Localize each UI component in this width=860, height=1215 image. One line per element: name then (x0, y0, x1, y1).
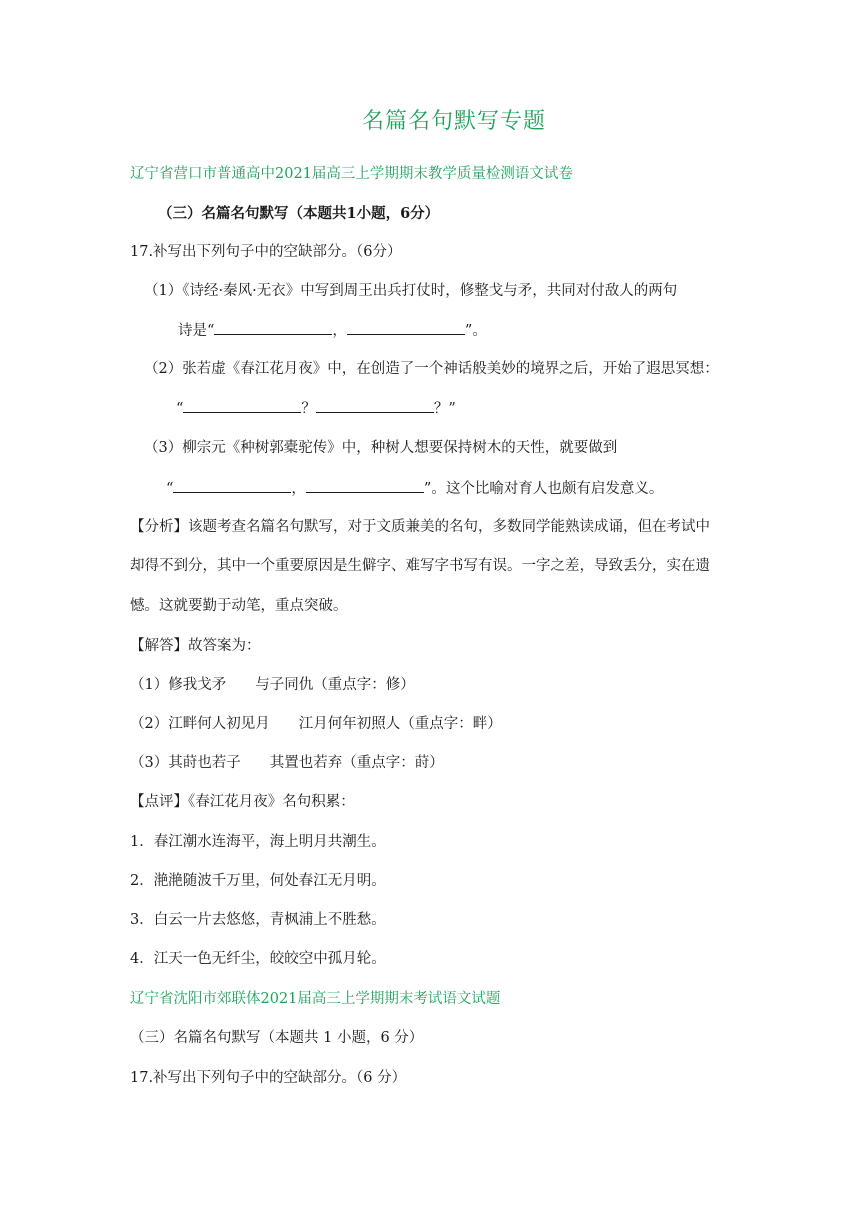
answer-blank (183, 398, 301, 413)
item-3-pre: “ (166, 481, 174, 497)
answer-blank (347, 320, 465, 335)
comment-line: 4．江天一色无纤尘，皎皎空中孤月轮。 (130, 951, 386, 967)
comment-line: 3．白云一片去悠悠，青枫浦上不胜愁。 (130, 912, 386, 928)
analysis-line: 却得不到分，其中一个重要原因是生僻字、难写字书写有误。一字之差，导致丢分，实在遗 (130, 558, 710, 574)
item-1-post: ”。 (464, 323, 487, 339)
item-1-pre: 诗是“ (178, 323, 215, 339)
comment-line: 1．春江潮水连海平，海上明月共潮生。 (130, 834, 386, 850)
answer-heading: 【解答】故答案为： (130, 638, 261, 654)
analysis-line: 憾。这就要勤于动笔，重点突破。 (130, 598, 348, 614)
answer-line: （3）其莳也若子 其置也若弃（重点字：莳） (130, 755, 444, 771)
part-heading-2: （三）名篇名句默写（本题共 1 小题，6 分） (130, 1030, 424, 1046)
item-1-sep: ， (332, 323, 347, 339)
item-1-line2 (178, 320, 487, 341)
item-2-line1: （2）张若虚《春江花月夜》中，在创造了一个神话般美妙的境界之后，开始了遐思冥想： (144, 361, 719, 377)
answer-blank (173, 478, 291, 493)
comment-line: 2．滟滟随波千万里，何处春江无月明。 (130, 873, 386, 889)
item-2-line2 (176, 398, 456, 419)
source-line-1: 辽宁省营口市普通高中2021届高三上学期期末教学质量检测语文试卷 (130, 166, 573, 182)
comment-heading: 【点评】《春江花月夜》名句积累： (130, 794, 355, 810)
page-title: 名篇名句默写专题 (361, 109, 546, 134)
question-2: 17.补写出下列句子中的空缺部分。（6 分） (130, 1070, 407, 1086)
source-line-2: 辽宁省沈阳市郊联体2021届高三上学期期末考试语文试题 (130, 991, 501, 1007)
item-2-post: ？” (433, 401, 456, 417)
answer-blank (306, 478, 424, 493)
answer-blank (316, 398, 434, 413)
item-1-line1: （1）《诗经·秦风·无衣》中写到周王出兵打仗时，修整戈与矛，共同对付敌人的两句 (144, 283, 678, 299)
item-2-sep: ？ (301, 401, 316, 417)
answer-blank (214, 320, 332, 335)
item-3-sep: ， (291, 481, 306, 497)
item-3-line1: （3）柳宗元《种树郭橐驼传》中，种树人想要保持树木的天性，就要做到 (144, 440, 618, 456)
question-1: 17.补写出下列句子中的空缺部分。（6分） (130, 244, 402, 260)
item-3-line2 (166, 478, 663, 499)
item-3-post: ”。这个比喻对育人也颇有启发意义。 (423, 481, 664, 497)
answer-line: （2）江畔何人初见月 江月何年初照人（重点字：畔） (130, 716, 502, 732)
part-heading-1: （三）名篇名句默写（本题共1小题，6分） (158, 205, 440, 222)
item-2-pre: “ (176, 401, 184, 417)
analysis-line: 【分析】该题考查名篇名句默写，对于文质兼美的名句，多数同学能熟读成诵，但在考试中 (130, 519, 710, 535)
answer-line: （1）修我戈矛 与子同仇（重点字：修） (130, 677, 415, 693)
